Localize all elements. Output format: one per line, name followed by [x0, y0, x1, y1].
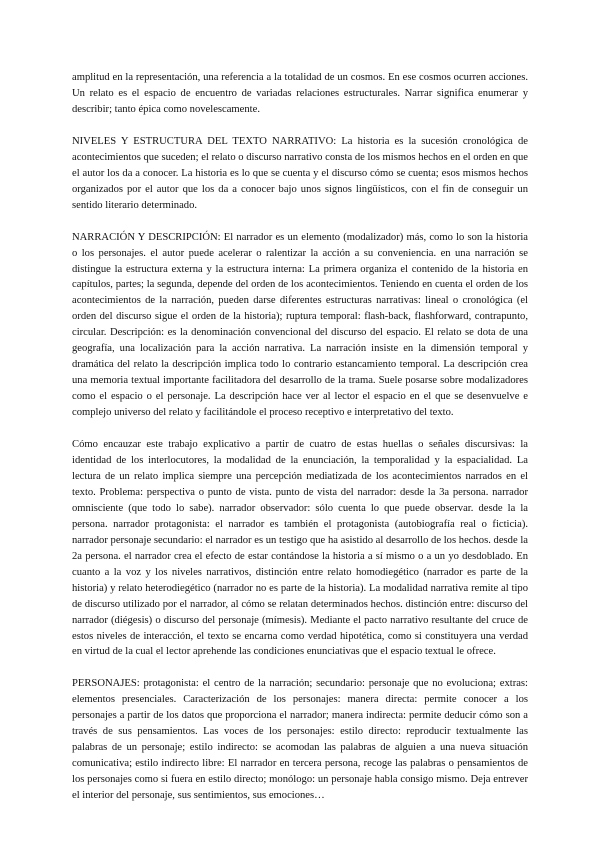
paragraph-narracion	[72, 230, 528, 421]
paragraph-punto-de-vista-text: Cómo encauzar este trabajo explicativo a partir de cuatro de estas huellas o señales discursivas: la identidad de los interlocutores, la modalidad de la enunciación, la temporalidad y la espacialidad. La lectura de un relato implica siempre una percepción mediatizada de los acontecimientos narrados en el texto. Problema: perspectiva o punto de vista. punto de vista del narrador: desde la 3a persona. narrador omnisciente (que todo lo sabe). narrador observador: sólo cuenta lo que puede observar. desde la la persona. narrador protagonista: el narrador es también el protagonista (autobiografía real o ficticia). narrador personaje secundario: el narrador es un testigo que ha asistido al desarrollo de los hechos. desde la 2a persona. el narrador crea el efecto de estar contándose la historia a sí mismo o a un yo desdoblado. En cuanto a la voz y los niveles narrativos, distinción entre relato homodiegético (narrador es parte de la historia) y relato heterodiegético (narrador no es parte de la historia). La modalidad narrativa remite al tipo de discurso utilizado por el narrador, al cómo se relatan determinados hechos. distinción entre: discurso del narrador (diégesis) o discurso del personaje (mímesis). Mediante el pacto narrativo resultante del cruce de estos niveles de interacción, el texto se encarna como verdad hipotética, como si constituyera una verdad en virtud de la cual el lector aprehende las condiciones enunciativas que el espacio textual le ofrece.	[72, 439, 528, 658]
paragraph-intro	[72, 70, 528, 118]
paragraph-punto-de-vista	[72, 437, 528, 660]
paragraph-personajes	[72, 676, 528, 804]
section-heading-personajes: PERSONAJES:	[72, 678, 140, 690]
document-page	[72, 70, 528, 820]
paragraph-personajes-text: protagonista: el centro de la narración; secundario: personaje que no evoluciona; extras: elementos presenciales. Caracterización de los personajes: manera directa: permite conocer a los personajes a partir de los datos que proporciona el narrador; manera indirecta: permite deducir cómo son a través de sus pensamientos. Las voces de los personajes: estilo directo: reproducir textualmente las palabras de un personaje; estilo indirecto: se acomodan las palabras de alguien a una nueva situación comunicativa; estilo indirecto libre: El narrador en tercera persona, recoge las palabras o pensamientos de los personajes como si fuera en estilo directo; monólogo: un personaje habla consigo mismo. Deja entrever el interior del personaje, sus sentimientos, sus emociones…	[72, 678, 528, 802]
paragraph-intro-text: amplitud en la representación, una referencia a la totalidad de un cosmos. En ese cosmos ocurren acciones. Un relato es el espacio de encuentro de variadas relaciones estructurales. Narrar significa enumerar y describir; tanto épica como novelescamente.	[72, 72, 528, 115]
section-heading-niveles: NIVELES Y ESTRUCTURA DEL TEXTO NARRATIVO:	[72, 135, 337, 147]
paragraph-niveles	[72, 134, 528, 214]
paragraph-niveles-text: La historia es la sucesión cronológica de acontecimientos que suceden; el relato o discurso narrativo consta de los mismos hechos en el orden en que el autor los da a conocer. La historia es lo que se cuenta y el discurso cómo se cuenta; esos mismos hechos organizados por el autor que los da a conocer bajo unos signos lingüísticos, con el fin de conseguir un sentido literario determinado.	[72, 135, 528, 211]
section-heading-narracion: NARRACIÓN Y DESCRIPCIÓN:	[72, 231, 221, 243]
paragraph-narracion-text: El narrador es un elemento (modalizador) más, como lo son la historia o los personajes. el autor puede acelerar o ralentizar la acción a su conveniencia. en una narración se distingue la estructura externa y la estructura interna: La primera organiza el contenido de la historia en capítulos, partes; la segunda, depende del orden de los acontecimientos. Teniendo en cuenta el orden de los acontecimientos de la narración, pueden darse diferentes estructuras narrativas: lineal o cronológica (el orden del discurso sigue el orden de la historia); ruptura temporal: flash-back, flashforward, contrapunto, circular. Descripción: es la denominación convencional del discurso del espacio. El relato se dota de una geografía, una localización para la acción narrativa. La narración insiste en la dimensión temporal y dramática del relato la descripción implica todo lo contrario estancamiento temporal. La descripción crea una memoria textual importante facilitadora del desarrollo de la trama. Suele posarse sobre modalizadores como el espacio o el personaje. La descripción hace ver al lector el espacio en el que se desenvuelve e complejo universo del relato y facilitándole el proceso receptivo e interpretativo del texto.	[72, 231, 529, 419]
